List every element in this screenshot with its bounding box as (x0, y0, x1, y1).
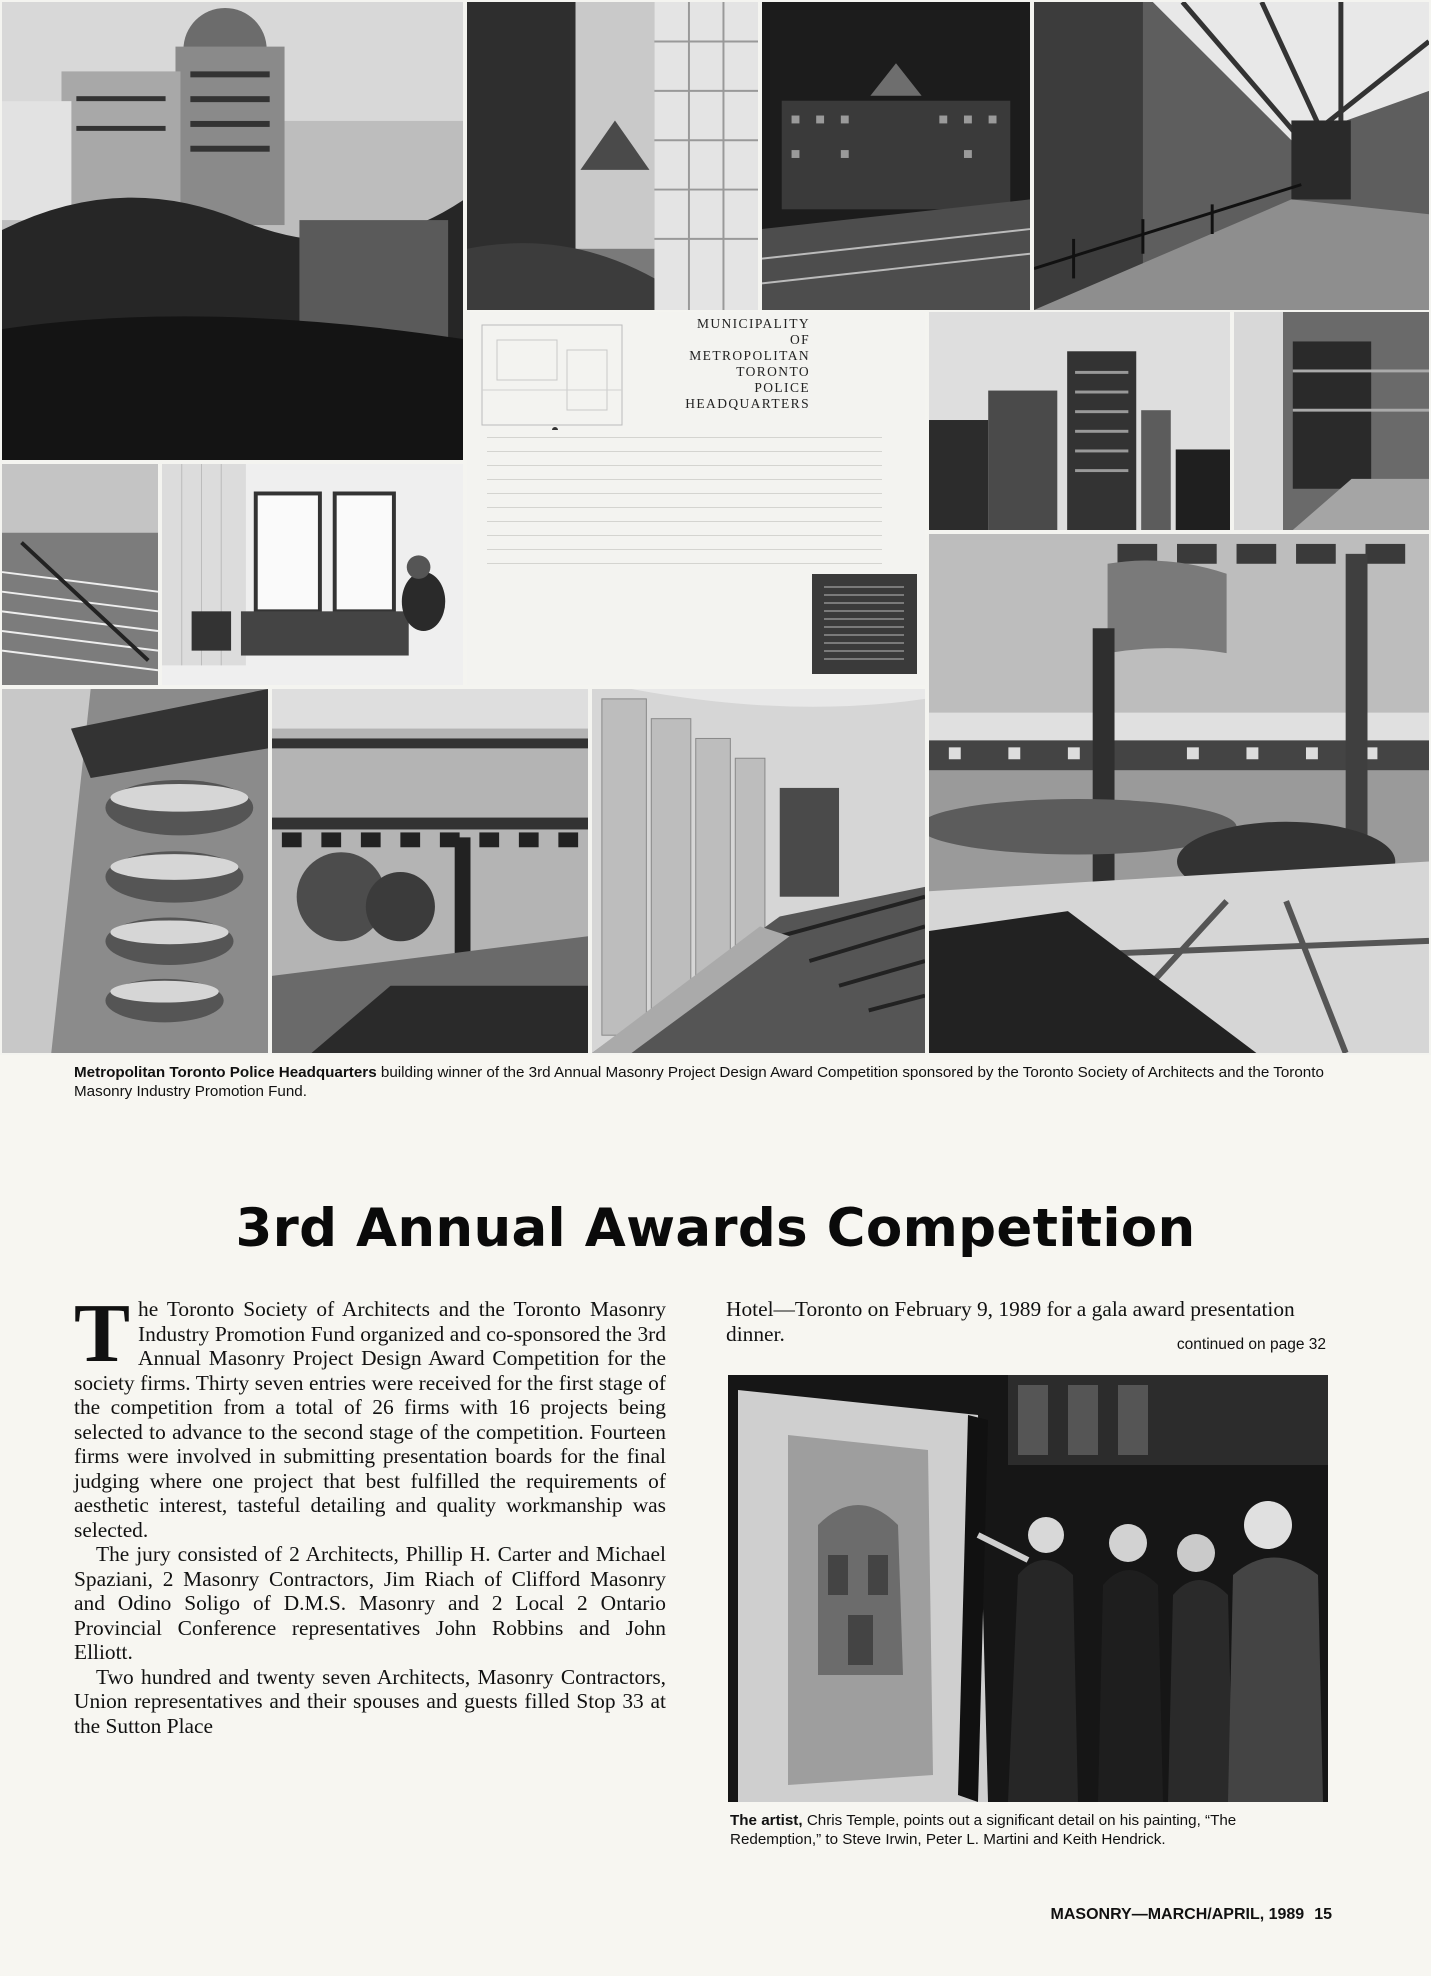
paragraph-text: he Toronto Society of Architects and the Toronto Masonry Industry Promotion Fund organized and co-sponsored the 3rd Annual Masonry Project Design Award Competition for the society firms. Thirty seven entries were received for the first stage of the competition from a total of 26 firms with 16 projects being selected to advance to the second stage of the competition. Fourteen firms were involved in submitting presentation boards for the final judging where one project that best fulfilled the requirements of aesthetic interest, tasteful detailing and quality workmanship was selected. (74, 1297, 666, 1542)
skyline-photo (927, 310, 1232, 532)
artist-caption-text: Chris Temple, points out a significant detail on his painting, “The Redemption,” to Steve Irwin, Peter L. Martini and Keith Hendrick. (730, 1812, 1237, 1848)
artist-caption-bold: The artist, (730, 1812, 803, 1829)
brochure-inset (465, 310, 927, 687)
inset-title-line: MUNICIPALITY (696, 316, 810, 331)
skylight-corridor-photo (1032, 0, 1431, 312)
inset-title-line: POLICE (754, 380, 810, 395)
artist-photo (728, 1375, 1328, 1802)
grand-stair-photo (0, 462, 160, 687)
entrance-photo (465, 0, 760, 312)
inset-dark-panel (812, 574, 917, 674)
article-paragraph: Two hundred and twenty seven Architects, Masonry Contractors, Union representatives and their spouses and guests filled Stop 33 at the Sutton Place (74, 1664, 666, 1738)
exterior-building-photo (0, 0, 465, 462)
auditorium-photo (590, 687, 927, 1055)
continued-note: continued on page 32 (1176, 1336, 1326, 1353)
site-plan-icon (477, 320, 627, 430)
magazine-issue: MASONRY—MARCH/APRIL, 1989 (1050, 1906, 1305, 1923)
stair-interior-photo (1232, 310, 1431, 532)
article-paragraph: Hotel—Toronto on February 9, 1989 for a gala award presentation dinner. (726, 1297, 1295, 1346)
drop-cap: T (74, 1287, 131, 1380)
page-number: 15 (1314, 1906, 1332, 1923)
office-photo (160, 462, 465, 687)
article-right-column (726, 1297, 1326, 1353)
garden-atrium-photo (270, 687, 590, 1055)
article-paragraph: The jury consisted of 2 Architects, Phillip H. Carter and Michael Spaziani, 2 Masonry Contractors, Jim Riach of Clifford Masonry and Odino Soligo of D.M.S. Masonry and 2 Local 2 Ontario Provincial Conference representatives John Robbins and John Elliott. (74, 1542, 666, 1664)
inset-title-line: TORONTO (736, 364, 810, 379)
collage-caption-bold: Metropolitan Toronto Police Headquarters (74, 1064, 377, 1081)
balconies-photo (0, 687, 270, 1055)
night-atrium-photo (760, 0, 1032, 312)
inset-title-line: HEADQUARTERS (685, 396, 810, 411)
article-left-column (74, 1287, 666, 1738)
collage-caption (74, 1063, 1334, 1101)
page-footer (972, 1906, 1332, 1924)
collage-caption-text: building winner of the 3rd Annual Masonry Project Design Award Competition sponsored by the Toronto Society of Architects and the Toronto Masonry Industry Promotion Fund. (74, 1064, 1324, 1100)
main-atrium-photo (927, 532, 1431, 1055)
inset-title (685, 316, 810, 412)
artist-photo-caption (730, 1811, 1330, 1849)
inset-title-line: METROPOLITAN (689, 348, 810, 363)
article-paragraph (74, 1287, 666, 1542)
page-title: 3rd Annual Awards Competition (235, 1197, 1196, 1259)
inset-text-lines (487, 437, 882, 577)
inset-title-line: OF (789, 332, 810, 347)
